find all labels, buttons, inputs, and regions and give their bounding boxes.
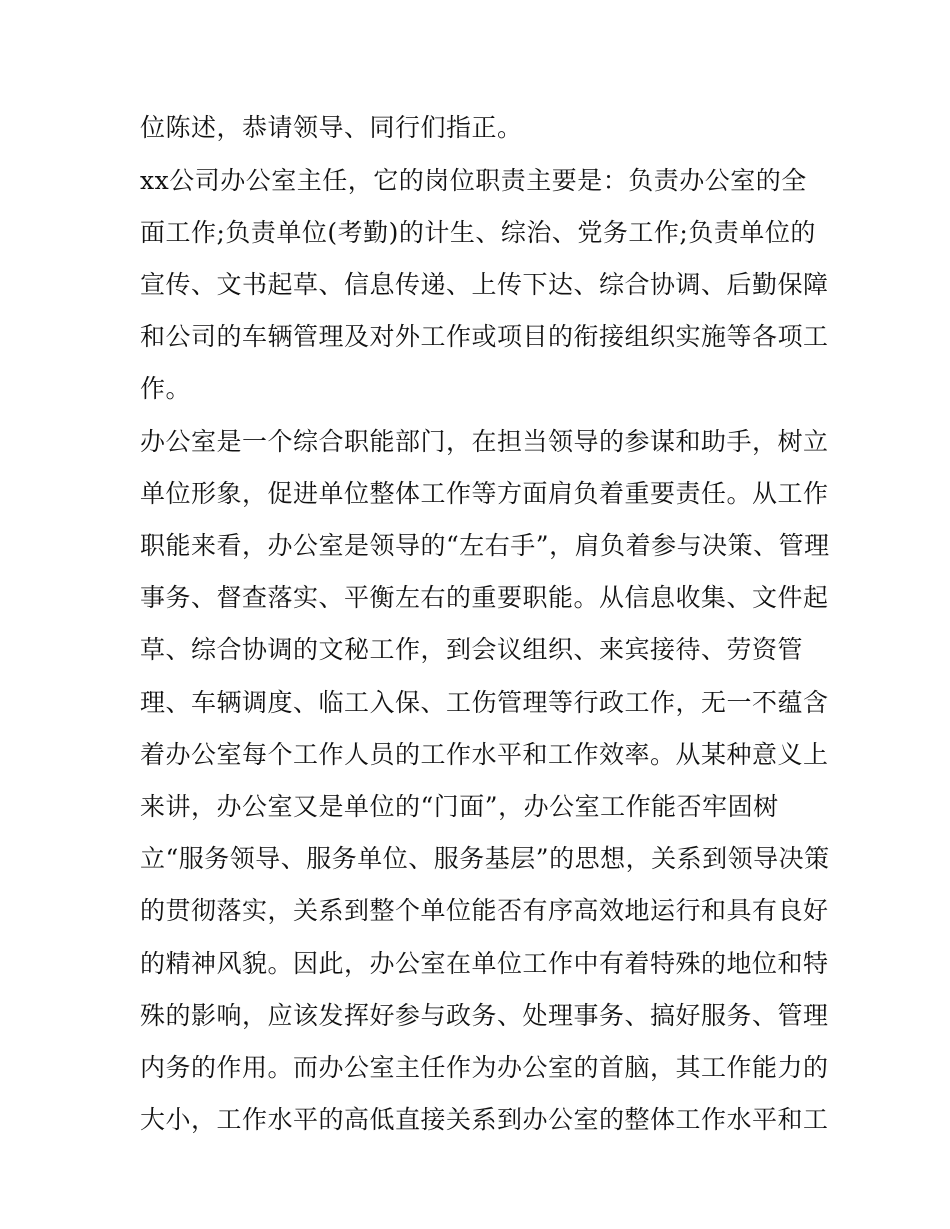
text-line: 职能来看，办公室是领导的“左右手”，肩负着参与决策、管理 [140,531,830,560]
text-line: 单位形象，促进单位整体工作等方面肩负着重要责任。从工作 [140,479,829,508]
text-line: 作。 [140,374,192,403]
text-line: 的精神风貌。因此，办公室在单位工作中有着特殊的地位和特 [140,949,829,978]
text-line: xx公司办公室主任，它的岗位职责主要是：负责办公室的全 [140,166,807,195]
text-line: 位陈述，恭请领导、同行们指正。 [140,113,523,142]
text-line: 面工作;负责单位(考勤)的计生、综治、党务工作;负责单位的 [140,218,816,247]
text-line: 内务的作用。而办公室主任作为办公室的首脑，其工作能力的 [140,1053,829,1082]
text-line: 殊的影响，应该发挥好参与政务、处理事务、搞好服务、管理 [140,1001,829,1030]
text-line: 草、综合协调的文秘工作，到会议组织、来宾接待、劳资管 [140,635,804,664]
text-line: 理、车辆调度、临工入保、工伤管理等行政工作，无一不蕴含 [140,688,829,717]
text-line: 和公司的车辆管理及对外工作或项目的衔接组织实施等各项工 [140,322,829,351]
text-line: 来讲，办公室又是单位的“门面”，办公室工作能否牢固树 [140,792,779,821]
text-line: 事务、督查落实、平衡左右的重要职能。从信息收集、文件起 [140,583,829,612]
text-line: 宣传、文书起草、信息传递、上传下达、综合协调、后勤保障 [140,270,829,299]
text-line: 办公室是一个综合职能部门，在担当领导的参谋和助手，树立 [140,427,829,456]
text-line: 立“服务领导、服务单位、服务基层”的思想，关系到领导决策 [140,844,830,873]
text-line: 大小，工作水平的高低直接关系到办公室的整体工作水平和工 [140,1105,829,1134]
text-line: 的贯彻落实，关系到整个单位能否有序高效地运行和具有良好 [140,896,829,925]
text-line: 着办公室每个工作人员的工作水平和工作效率。从某种意义上 [140,740,829,769]
